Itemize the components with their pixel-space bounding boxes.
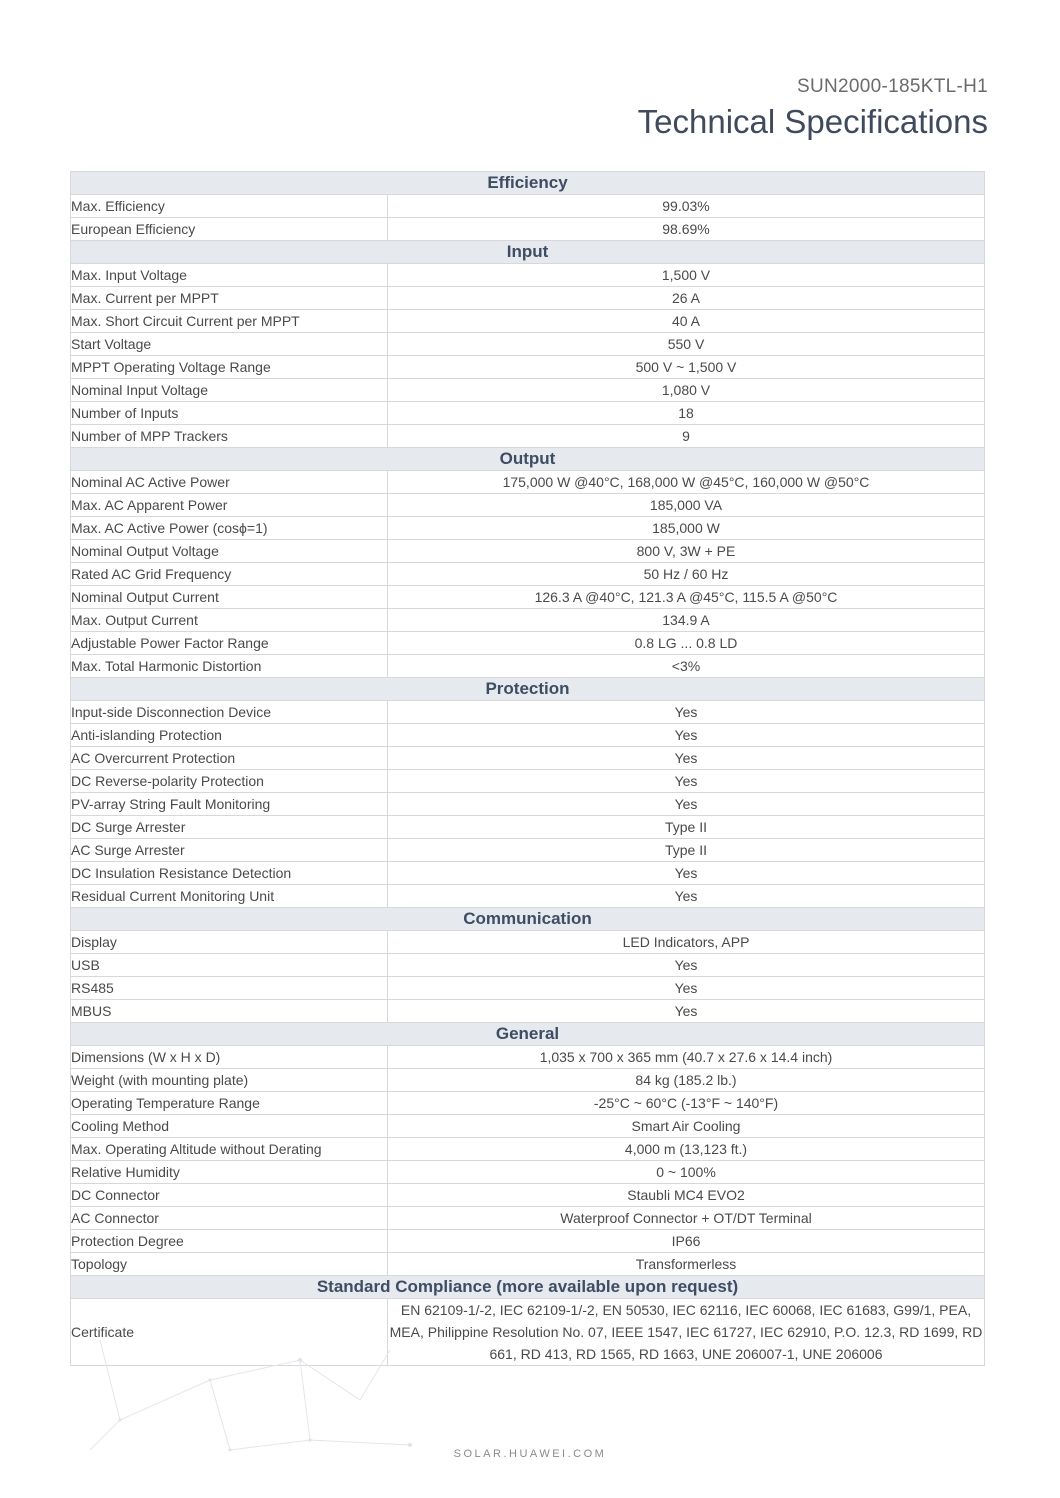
spec-row [71,770,985,793]
spec-label: DC Reverse-polarity Protection [71,770,388,793]
section-header-row [71,1023,985,1046]
spec-row [71,1184,985,1207]
spec-value: 9 [388,425,985,448]
spec-row [71,494,985,517]
model-name: SUN2000-185KTL-H1 [797,76,988,97]
spec-row [71,287,985,310]
section-header-row [71,678,985,701]
spec-value: 550 V [388,333,985,356]
spec-row [71,747,985,770]
spec-row [71,264,985,287]
spec-label: Nominal Output Voltage [71,540,388,563]
spec-label: AC Overcurrent Protection [71,747,388,770]
spec-label: Display [71,931,388,954]
spec-row [71,1000,985,1023]
spec-value: 50 Hz / 60 Hz [388,563,985,586]
spec-label: Topology [71,1253,388,1276]
spec-row [71,977,985,1000]
spec-row [71,586,985,609]
spec-label: Max. Output Current [71,609,388,632]
spec-value: LED Indicators, APP [388,931,985,954]
spec-value: 0 ~ 100% [388,1161,985,1184]
spec-value: Yes [388,862,985,885]
spec-value: Yes [388,1000,985,1023]
footer-url: SOLAR.HUAWEI.COM [453,1448,607,1460]
spec-label: Max. Operating Altitude without Derating [71,1138,388,1161]
spec-label: DC Surge Arrester [71,816,388,839]
spec-row [71,218,985,241]
spec-row [71,563,985,586]
spec-value: 1,035 x 700 x 365 mm (40.7 x 27.6 x 14.4 inch) [388,1046,985,1069]
spec-value: -25°C ~ 60°C (-13°F ~ 140°F) [388,1092,985,1115]
spec-table-body [71,172,985,1366]
spec-value: Yes [388,747,985,770]
section-header-row [71,172,985,195]
spec-value: Yes [388,724,985,747]
spec-value: 134.9 A [388,609,985,632]
spec-row [71,402,985,425]
spec-label: Cooling Method [71,1115,388,1138]
spec-value: 84 kg (185.2 lb.) [388,1069,985,1092]
spec-label: AC Connector [71,1207,388,1230]
spec-value: Yes [388,793,985,816]
spec-row [71,655,985,678]
spec-label: Residual Current Monitoring Unit [71,885,388,908]
spec-label: AC Surge Arrester [71,839,388,862]
spec-label: Number of Inputs [71,402,388,425]
spec-label: Nominal Output Current [71,586,388,609]
spec-label: Max. AC Active Power (cosϕ=1) [71,517,388,540]
spec-label: USB [71,954,388,977]
spec-value: 126.3 A @40°C, 121.3 A @45°C, 115.5 A @50°C [388,586,985,609]
spec-row [71,379,985,402]
spec-label: Max. Input Voltage [71,264,388,287]
page-title: Technical Specifications [637,103,988,140]
spec-row [71,1138,985,1161]
spec-value: <3% [388,655,985,678]
spec-label: Nominal AC Active Power [71,471,388,494]
section-title: Protection [71,678,985,701]
spec-label: Nominal Input Voltage [71,379,388,402]
spec-label: Start Voltage [71,333,388,356]
spec-value: Smart Air Cooling [388,1115,985,1138]
spec-row [71,425,985,448]
spec-row [71,540,985,563]
spec-value: Yes [388,954,985,977]
spec-label: Protection Degree [71,1230,388,1253]
spec-row [71,1092,985,1115]
section-title: Efficiency [71,172,985,195]
spec-label: Max. Total Harmonic Distortion [71,655,388,678]
spec-value: 26 A [388,287,985,310]
spec-row [71,1046,985,1069]
spec-row [71,862,985,885]
spec-label: Adjustable Power Factor Range [71,632,388,655]
spec-label: European Efficiency [71,218,388,241]
spec-value: 40 A [388,310,985,333]
spec-label: Anti-islanding Protection [71,724,388,747]
spec-value: 800 V, 3W + PE [388,540,985,563]
section-header-row [71,241,985,264]
spec-row [71,471,985,494]
spec-label: RS485 [71,977,388,1000]
spec-value: Yes [388,885,985,908]
spec-value: 185,000 VA [388,494,985,517]
spec-row [71,701,985,724]
spec-label: Input-side Disconnection Device [71,701,388,724]
spec-value: 185,000 W [388,517,985,540]
spec-table [70,171,985,1366]
spec-label: Operating Temperature Range [71,1092,388,1115]
section-header-row [71,1276,985,1299]
spec-row [71,1115,985,1138]
spec-value: 1,080 V [388,379,985,402]
section-header-row [71,908,985,931]
spec-label: DC Insulation Resistance Detection [71,862,388,885]
spec-value: EN 62109-1/-2, IEC 62109-1/-2, EN 50530, IEC 62116, IEC 60068, IEC 61683, G99/1, PEA, MEA, Philippine Resolution No. 07, IEEE 1547, IEC 61727, IEC 62910, P.O. 12.3, RD 1699, RD 661, RD 413, RD 1565, RD 1663, UNE 206007-1, UNE 206006 [388,1299,985,1366]
spec-label: Rated AC Grid Frequency [71,563,388,586]
spec-row [71,1069,985,1092]
spec-row [71,310,985,333]
spec-value: Yes [388,701,985,724]
section-title: Communication [71,908,985,931]
spec-label: Max. AC Apparent Power [71,494,388,517]
spec-value: Yes [388,977,985,1000]
spec-row [71,1253,985,1276]
spec-label: Certificate [71,1299,388,1366]
spec-row [71,632,985,655]
spec-label: PV-array String Fault Monitoring [71,793,388,816]
spec-row [71,839,985,862]
spec-value: 99.03% [388,195,985,218]
spec-row [71,793,985,816]
spec-row [71,356,985,379]
spec-label: Number of MPP Trackers [71,425,388,448]
spec-value: 500 V ~ 1,500 V [388,356,985,379]
spec-value: 18 [388,402,985,425]
spec-label: Dimensions (W x H x D) [71,1046,388,1069]
spec-label: MBUS [71,1000,388,1023]
spec-row [71,816,985,839]
spec-label: Weight (with mounting plate) [71,1069,388,1092]
spec-value: Yes [388,770,985,793]
spec-value: Staubli MC4 EVO2 [388,1184,985,1207]
spec-row [71,1161,985,1184]
spec-value: IP66 [388,1230,985,1253]
spec-value: Type II [388,816,985,839]
spec-label: Max. Current per MPPT [71,287,388,310]
spec-row [71,517,985,540]
section-title: Standard Compliance (more available upon request) [71,1276,985,1299]
spec-row [71,333,985,356]
spec-row [71,609,985,632]
spec-value: Waterproof Connector + OT/DT Terminal [388,1207,985,1230]
spec-label: DC Connector [71,1184,388,1207]
spec-value: Transformerless [388,1253,985,1276]
section-title: Output [71,448,985,471]
spec-row [71,1207,985,1230]
spec-value: 0.8 LG ... 0.8 LD [388,632,985,655]
spec-value: 98.69% [388,218,985,241]
spec-row [71,1230,985,1253]
spec-label: Max. Efficiency [71,195,388,218]
spec-row [71,931,985,954]
spec-value: 1,500 V [388,264,985,287]
spec-label: Max. Short Circuit Current per MPPT [71,310,388,333]
spec-label: Relative Humidity [71,1161,388,1184]
spec-value: 4,000 m (13,123 ft.) [388,1138,985,1161]
page-header [638,76,988,144]
spec-row [71,724,985,747]
spec-value: Type II [388,839,985,862]
section-title: General [71,1023,985,1046]
section-header-row [71,448,985,471]
spec-value: 175,000 W @40°C, 168,000 W @45°C, 160,000 W @50°C [388,471,985,494]
spec-label: MPPT Operating Voltage Range [71,356,388,379]
spec-row [71,885,985,908]
spec-row [71,195,985,218]
section-title: Input [71,241,985,264]
spec-row [71,954,985,977]
